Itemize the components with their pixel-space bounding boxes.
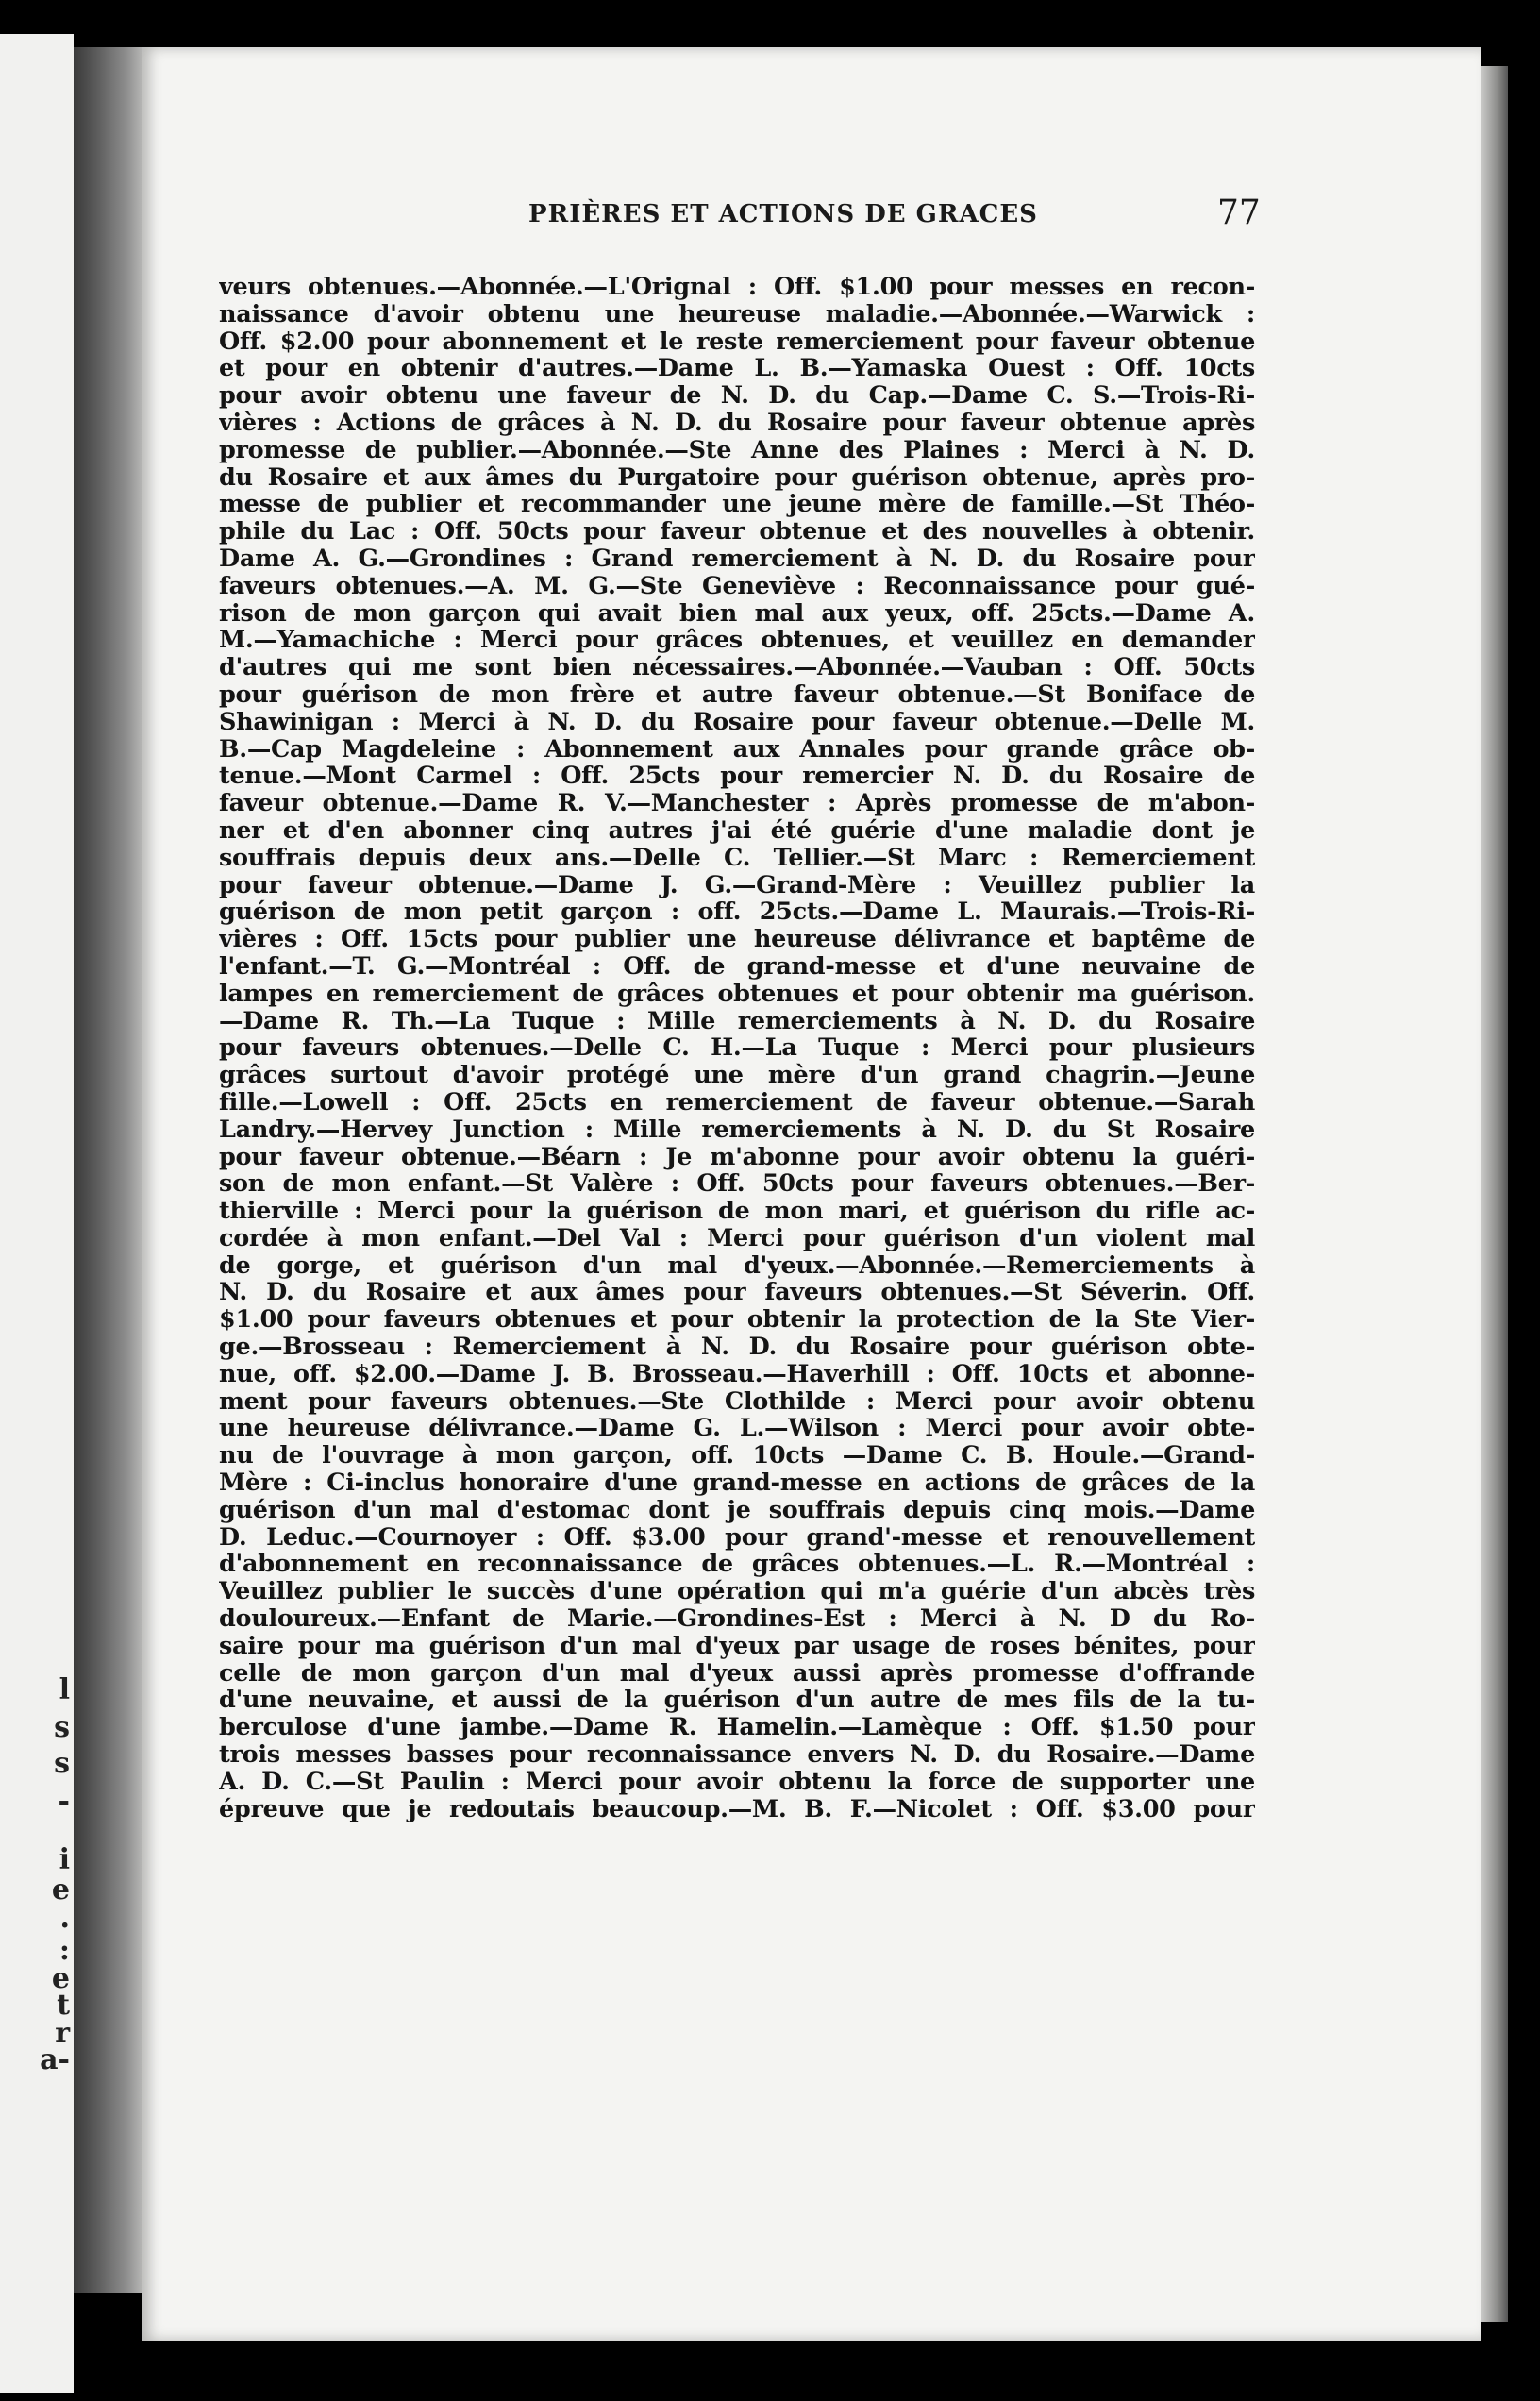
left-fragment: s [54, 1747, 70, 1780]
text-line: douloureux.—Enfant de Marie.—Grondines-Est : Merci à N. D du Ro- [219, 1605, 1255, 1633]
page-edge-shadow [1481, 66, 1508, 2322]
text-line: N. D. du Rosaire et aux âmes pour faveurs obtenues.—St Séverin. Off. [219, 1279, 1255, 1307]
text-line: fille.—Lowell : Off. 25cts en remerciement de faveur obtenue.—Sarah [219, 1088, 1255, 1117]
text-line: A. D. C.—St Paulin : Merci pour avoir obtenu la force de supporter une [219, 1768, 1255, 1796]
text-line: nue, off. $2.00.—Dame J. B. Brosseau.—Haverhill : Off. 10cts et abonne- [219, 1360, 1255, 1388]
text-line: nu de l'ouvrage à mon garçon, off. 10cts —Dame C. B. Houle.—Grand- [219, 1442, 1255, 1470]
text-line: l'enfant.—T. G.—Montréal : Off. de grand-messe et d'une neuvaine de [219, 952, 1255, 981]
text-line: pour faveurs obtenues.—Delle C. H.—La Tuque : Merci pour plusieurs [219, 1034, 1255, 1063]
text-line: $1.00 pour faveurs obtenues et pour obtenir la protection de la Ste Vier- [219, 1306, 1255, 1335]
text-line: pour avoir obtenu une faveur de N. D. du Cap.—Dame C. S.—Trois-Ri- [219, 382, 1255, 410]
text-line: saire pour ma guérison d'un mal d'yeux par usage de roses bénites, pour [219, 1632, 1255, 1660]
text-line: une heureuse délivrance.—Dame G. L.—Wilson : Merci pour avoir obte- [219, 1415, 1255, 1443]
text-line: vières : Off. 15cts pour publier une heureuse délivrance et baptême de [219, 926, 1255, 953]
left-fragment: e [51, 1873, 70, 1906]
left-fragment: i [59, 1843, 70, 1876]
text-line: du Rosaire et aux âmes du Purgatoire pour guérison obtenue, après pro- [219, 463, 1255, 492]
left-fragment: . [59, 1902, 70, 1935]
text-line: souffrais depuis deux ans.—Delle C. Tellier.—St Marc : Remerciement [219, 844, 1255, 872]
text-line: thierville : Merci pour la guérison de mon mari, et guérison du rifle ac- [219, 1198, 1255, 1225]
left-page-text-fragments [0, 1673, 74, 2110]
text-line: promesse de publier.—Abonnée.—Ste Anne des Plaines : Merci à N. D. [219, 436, 1255, 464]
text-line: Landry.—Hervey Junction : Mille remerciements à N. D. du St Rosaire [219, 1116, 1255, 1144]
text-line: guérison d'un mal d'estomac dont je souffrais depuis cinq mois.—Dame [219, 1496, 1255, 1524]
text-line: rison de mon garçon qui avait bien mal aux yeux, off. 25cts.—Dame A. [219, 599, 1255, 628]
text-line: berculose d'une jambe.—Dame R. Hamelin.—Lamèque : Off. $1.50 pour [219, 1714, 1255, 1742]
left-fragment: t [57, 1989, 70, 2022]
text-line: vières : Actions de grâces à N. D. du Rosaire pour faveur obtenue après [219, 409, 1255, 437]
left-page-margin [0, 34, 74, 2393]
left-fragment: : [59, 1934, 70, 1967]
text-line: ge.—Brosseau : Remerciement à N. D. du Rosaire pour guérison obte- [219, 1334, 1255, 1361]
text-line: cordée à mon enfant.—Del Val : Merci pour guérison d'un violent mal [219, 1224, 1255, 1252]
book-gutter-shadow [74, 47, 149, 2293]
text-line: de gorge, et guérison d'un mal d'yeux.—Abonnée.—Remerciements à [219, 1251, 1255, 1280]
text-line: Off. $2.00 pour abonnement et le reste remerciement pour faveur obtenue [219, 327, 1255, 356]
text-line: d'abonnement en reconnaissance de grâces obtenues.—L. R.—Montréal : [219, 1551, 1255, 1579]
text-line: ment pour faveurs obtenues.—Ste Clothilde : Merci pour avoir obtenu [219, 1387, 1255, 1416]
text-line: pour faveur obtenue.—Béarn : Je m'abonne pour avoir obtenu la guéri- [219, 1143, 1255, 1171]
text-line: B.—Cap Magdeleine : Abonnement aux Annales pour grande grâce ob- [219, 735, 1255, 764]
text-line: et pour en obtenir d'autres.—Dame L. B.—Yamaska Ouest : Off. 10cts [219, 355, 1255, 383]
running-title: PRIÈRES ET ACTIONS DE GRACES [528, 200, 1038, 228]
text-line: faveurs obtenues.—A. M. G.—Ste Geneviève : Reconnaissance pour gué- [219, 572, 1255, 600]
text-line: guérison de mon petit garçon : off. 25cts.—Dame L. Maurais.—Trois-Ri- [219, 898, 1255, 927]
text-line: grâces surtout d'avoir protégé une mère d'un grand chagrin.—Jeune [219, 1062, 1255, 1089]
text-line: Dame A. G.—Grondines : Grand remerciement à N. D. du Rosaire pour [219, 545, 1255, 573]
left-fragment: l [59, 1673, 70, 1706]
text-line: Veuillez publier le succès d'une opération qui m'a guérie d'un abcès très [219, 1578, 1255, 1606]
text-line: pour faveur obtenue.—Dame J. G.—Grand-Mère : Veuillez publier la [219, 871, 1255, 899]
text-line: épreuve que je redoutais beaucoup.—M. B. F.—Nicolet : Off. $3.00 pour [219, 1795, 1255, 1823]
text-line: d'autres qui me sont bien nécessaires.—Abonnée.—Vauban : Off. 50cts [219, 654, 1255, 681]
text-line: naissance d'avoir obtenu une heureuse maladie.—Abonnée.—Warwick : [219, 300, 1255, 328]
text-line: faveur obtenue.—Dame R. V.—Manchester : Après promesse de m'abon- [219, 790, 1255, 817]
text-line: D. Leduc.—Cournoyer : Off. $3.00 pour grand'-messe et renouvellement [219, 1523, 1255, 1552]
left-fragment: e [51, 1962, 70, 1995]
text-line: trois messes basses pour reconnaissance envers N. D. du Rosaire.—Dame [219, 1741, 1255, 1769]
text-line: veurs obtenues.—Abonnée.—L'Orignal : Off. $1.00 pour messes en recon- [219, 274, 1255, 301]
text-line: M.—Yamachiche : Merci pour grâces obtenues, et veuillez en demander [219, 627, 1255, 655]
body-text [219, 274, 1255, 1822]
text-line: messe de publier et recommander une jeune mère de famille.—St Théo- [219, 491, 1255, 519]
text-line: —Dame R. Th.—La Tuque : Mille remerciements à N. D. du Rosaire [219, 1007, 1255, 1035]
text-line: d'une neuvaine, et aussi de la guérison d'un autre de mes fils de la tu- [219, 1687, 1255, 1715]
text-line: phile du Lac : Off. 50cts pour faveur obtenue et des nouvelles à obtenir. [219, 518, 1255, 546]
text-line: lampes en remerciement de grâces obtenues et pour obtenir ma guérison. [219, 980, 1255, 1008]
text-line: celle de mon garçon d'un mal d'yeux aussi après promesse d'offrande [219, 1659, 1255, 1687]
text-line: pour guérison de mon frère et autre faveur obtenue.—St Boniface de [219, 680, 1255, 709]
page-number: 77 [1217, 193, 1261, 232]
text-line: Mère : Ci-inclus honoraire d'une grand-messe en actions de grâces de la [219, 1469, 1255, 1497]
left-fragment: r [55, 2017, 70, 2050]
text-line: Shawinigan : Merci à N. D. du Rosaire pour faveur obtenue.—Delle M. [219, 708, 1255, 736]
left-fragment: s [54, 1711, 70, 1744]
text-line: ner et d'en abonner cinq autres j'ai été guérie d'une maladie dont je [219, 816, 1255, 845]
left-fragment: a- [40, 2043, 70, 2076]
left-fragment: - [58, 1785, 70, 1818]
text-line: son de mon enfant.—St Valère : Off. 50cts pour faveurs obtenues.—Ber- [219, 1170, 1255, 1199]
text-line: tenue.—Mont Carmel : Off. 25cts pour remercier N. D. du Rosaire de [219, 763, 1255, 791]
